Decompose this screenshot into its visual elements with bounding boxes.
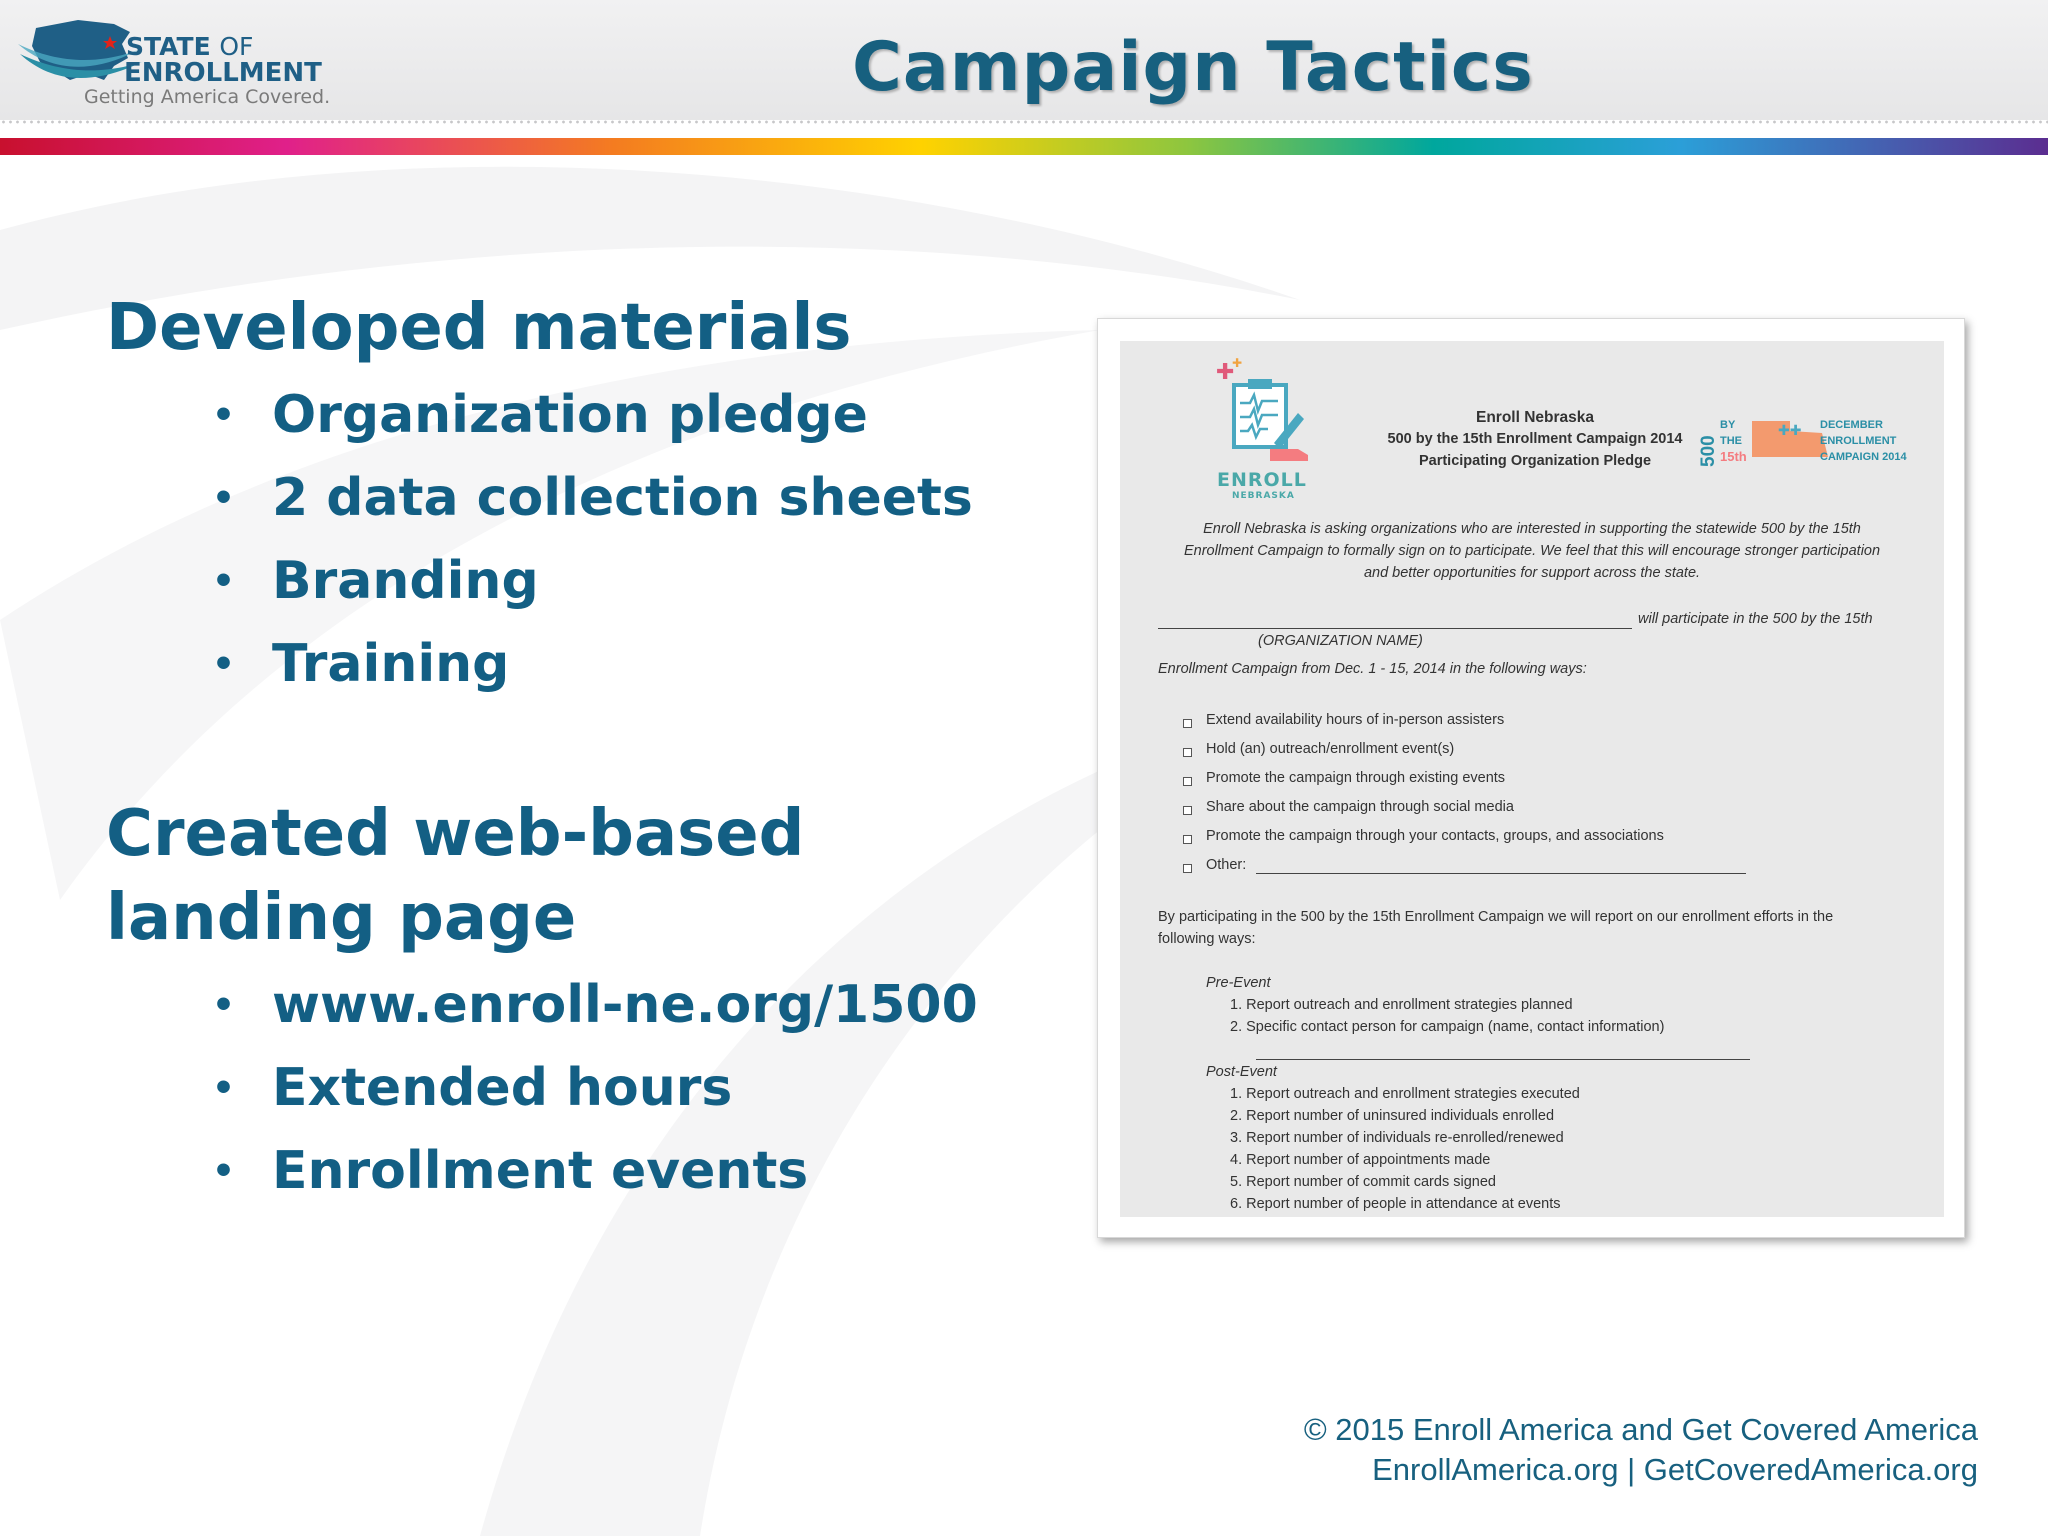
logo-enrollment: ENROLLMENT bbox=[124, 58, 322, 88]
post-event-item: 6. Report number of people in attendance at events bbox=[1230, 1196, 1561, 1212]
pledge-intro-line3: and better opportunities for support across the state. bbox=[1363, 565, 1701, 581]
list-item: • www.enroll-ne.org/1500 bbox=[206, 964, 978, 1047]
svg-text:✚✚: ✚✚ bbox=[1778, 423, 1802, 439]
section-heading-landing-page-line2: landing page bbox=[106, 881, 577, 955]
pledge-intro-line1: Enroll Nebraska is asking organizations who are interested in supporting the statewide 500 by the 15th bbox=[1203, 521, 1861, 537]
pre-event-item: 2. Specific contact person for campaign (name, contact information) bbox=[1230, 1019, 1665, 1035]
checkbox bbox=[1183, 835, 1192, 844]
post-event-label: Post-Event bbox=[1206, 1064, 1277, 1080]
svg-text:✚: ✚ bbox=[1232, 356, 1243, 370]
other-line bbox=[1256, 873, 1746, 874]
organization-name-label: (ORGANIZATION NAME) bbox=[1258, 633, 1423, 649]
section-heading-landing-page-line1: Created web-based bbox=[106, 797, 805, 871]
footer-copyright: © 2015 Enroll America and Get Covered America bbox=[1303, 1412, 1978, 1447]
rainbow-divider bbox=[0, 138, 2048, 155]
logo-state-of: STATE OF bbox=[126, 32, 254, 61]
bullet-icon: • bbox=[212, 1151, 236, 1192]
post-event-item: 4. Report number of appointments made bbox=[1230, 1152, 1491, 1168]
option-text: Share about the campaign through social media bbox=[1206, 799, 1514, 815]
pledge-document bbox=[1120, 341, 1944, 1217]
enroll-nebraska-logo-icon bbox=[1212, 355, 1322, 465]
nebraska-shape-icon bbox=[1750, 417, 1830, 463]
footer-links: EnrollAmerica.org | GetCoveredAmerica.org bbox=[1372, 1452, 1978, 1487]
bullet-icon: • bbox=[212, 561, 236, 602]
option-text: Other: bbox=[1206, 857, 1247, 873]
checkbox bbox=[1183, 719, 1192, 728]
campaign-dates-text: Enrollment Campaign from Dec. 1 - 15, 2014 in the following ways: bbox=[1158, 661, 1587, 677]
slide-title: Campaign Tactics bbox=[852, 28, 1534, 107]
option-text: Promote the campaign through your contacts, groups, and associations bbox=[1206, 828, 1664, 844]
pre-event-label: Pre-Event bbox=[1206, 975, 1271, 991]
checkbox bbox=[1183, 806, 1192, 815]
section-heading-developed-materials: Developed materials bbox=[106, 291, 852, 365]
will-participate-text: will participate in the 500 by the 15th bbox=[1638, 611, 1873, 627]
badge-campaign: CAMPAIGN 2014 bbox=[1820, 451, 1907, 463]
pre-event-item: 1. Report outreach and enrollment strategies planned bbox=[1230, 997, 1573, 1013]
list-item: • Branding bbox=[206, 540, 973, 623]
logo-tagline: Getting America Covered. bbox=[84, 86, 331, 108]
badge-by: BY bbox=[1720, 419, 1736, 431]
badge-december: DECEMBER bbox=[1820, 419, 1883, 431]
post-event-item: 3. Report number of individuals re-enrolled/renewed bbox=[1230, 1130, 1564, 1146]
checkbox bbox=[1183, 748, 1192, 757]
badge-the: THE bbox=[1720, 435, 1742, 447]
enroll-logo-subword: NEBRASKA bbox=[1232, 491, 1295, 501]
option-text: Promote the campaign through existing events bbox=[1206, 770, 1506, 786]
list-item: • Enrollment events bbox=[206, 1130, 978, 1213]
post-event-item: 5. Report number of commit cards signed bbox=[1230, 1174, 1496, 1190]
pledge-header-line1: Enroll Nebraska bbox=[1475, 409, 1595, 426]
header-dotted-divider bbox=[0, 120, 2048, 124]
list-item: • Extended hours bbox=[206, 1047, 978, 1130]
badge-500: 500 bbox=[1698, 435, 1719, 467]
bullet-icon: • bbox=[212, 478, 236, 519]
checkbox bbox=[1183, 864, 1192, 873]
bullet-icon: • bbox=[212, 985, 236, 1026]
post-event-item: 1. Report outreach and enrollment strategies executed bbox=[1230, 1086, 1580, 1102]
contact-line bbox=[1256, 1059, 1750, 1060]
bullet-icon: • bbox=[212, 1068, 236, 1109]
developed-materials-list bbox=[206, 374, 973, 706]
pledge-header-line3: Participating Organization Pledge bbox=[1418, 453, 1652, 469]
option-text: Extend availability hours of in-person assisters bbox=[1206, 712, 1505, 728]
organization-name-line bbox=[1158, 628, 1632, 629]
list-item: • Training bbox=[206, 623, 973, 706]
report-intro-line1: By participating in the 500 by the 15th Enrollment Campaign we will report on our enrollment efforts in the bbox=[1158, 909, 1834, 925]
pledge-header-line2: 500 by the 15th Enrollment Campaign 2014 bbox=[1387, 431, 1683, 447]
svg-text:✚: ✚ bbox=[1216, 360, 1235, 385]
pledge-document-image bbox=[1097, 318, 1965, 1238]
option-text: Hold (an) outreach/enrollment event(s) bbox=[1206, 741, 1455, 757]
enroll-logo-word: ENROLL bbox=[1217, 469, 1307, 491]
state-of-enrollment-logo bbox=[18, 14, 338, 112]
badge-enrollment: ENROLLMENT bbox=[1820, 435, 1897, 447]
badge-15th: 15th bbox=[1720, 449, 1747, 464]
checkbox bbox=[1183, 777, 1192, 786]
list-item: • 2 data collection sheets bbox=[206, 457, 973, 540]
landing-page-list bbox=[206, 964, 978, 1213]
post-event-item: 2. Report number of uninsured individuals enrolled bbox=[1230, 1108, 1555, 1124]
list-item: • Organization pledge bbox=[206, 374, 973, 457]
report-intro-line2: following ways: bbox=[1158, 931, 1256, 947]
pledge-intro-line2: Enrollment Campaign to formally sign on to participate. We feel that this will encourage stronger participation bbox=[1183, 543, 1881, 559]
bullet-icon: • bbox=[212, 395, 236, 436]
bullet-icon: • bbox=[212, 644, 236, 685]
